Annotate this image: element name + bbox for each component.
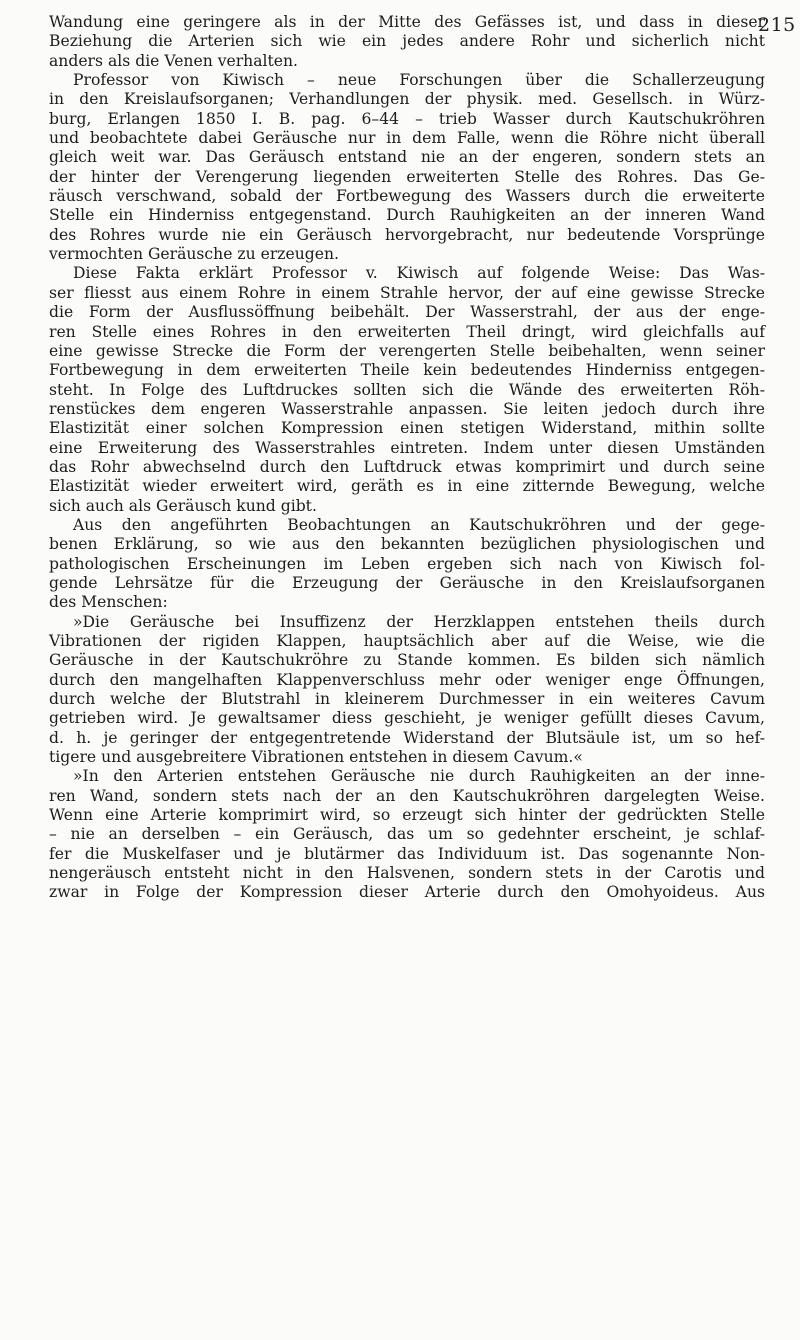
text-line: in den Kreislaufsorganen; Verhandlungen der physik. med. Gesellsch. in Würz- — [49, 90, 765, 109]
text-line: der hinter der Verengerung liegenden erweiterten Stelle des Rohres. Das Ge- — [49, 167, 765, 186]
text-line: gleich weit war. Das Geräusch entstand nie an der engeren, sondern stets an — [49, 148, 765, 167]
text-line: burg, Erlangen 1850 I. B. pag. 6–44 – trieb Wasser durch Kautschukröhren — [49, 109, 765, 128]
text-line: nengeräusch entsteht nicht in den Halsvenen, sondern stets in der Carotis und — [49, 864, 765, 883]
text-line: das Rohr abwechselnd durch den Luftdruck etwas komprimirt und durch seine — [49, 457, 765, 476]
text-line: des Menschen: — [49, 593, 168, 612]
text-line: Professor von Kiwisch – neue Forschungen über die Schallerzeugung — [73, 71, 765, 90]
text-line: Elastizität wieder erweitert wird, geräth es in eine zitternde Bewegung, welche — [49, 477, 765, 496]
text-line: ren Stelle eines Rohres in den erweiterten Theil dringt, wird gleichfalls auf — [49, 322, 765, 341]
text-line: ser fliesst aus einem Rohre in einem Strahle hervor, der auf eine gewisse Strecke — [49, 283, 765, 302]
text-line: eine Erweiterung des Wasserstrahles eintreten. Indem unter diesen Umständen — [49, 438, 765, 457]
text-line: Aus den angeführten Beobachtungen an Kautschukröhren und der gege- — [73, 515, 765, 534]
text-line: und beobachtete dabei Geräusche nur in dem Falle, wenn die Röhre nicht überall — [49, 129, 765, 148]
text-line: »In den Arterien entstehen Geräusche nie durch Rauhigkeiten an der inne- — [73, 767, 765, 786]
text-line: gende Lehrsätze für die Erzeugung der Geräusche in den Kreislaufsorganen — [49, 573, 765, 592]
text-line: eine gewisse Strecke die Form der verengerten Stelle beibehalten, wenn seiner — [49, 341, 765, 360]
text-line: Diese Fakta erklärt Professor v. Kiwisch auf folgende Weise: Das Was- — [73, 264, 765, 283]
text-line: zwar in Folge der Kompression dieser Arterie durch den Omohyoideus. Aus — [49, 883, 765, 902]
text-line: steht. In Folge des Luftdruckes sollten sich die Wände des erweiterten Röh- — [49, 380, 765, 399]
text-line: benen Erklärung, so wie aus den bekannten bezüglichen physiologischen und — [49, 535, 765, 554]
text-line: getrieben wird. Je gewaltsamer diess geschieht, je weniger gefüllt dieses Cavum, — [49, 709, 765, 728]
text-line: anders als die Venen verhalten. — [49, 51, 299, 70]
text-line: die Form der Ausflussöffnung beibehält. Der Wasserstrahl, der aus der enge- — [49, 303, 765, 322]
text-line: durch welche der Blutstrahl in kleinerem Durchmesser in ein weiteres Cavum — [49, 690, 765, 709]
text-line: Beziehung die Arterien sich wie ein jedes andere Rohr und sicherlich nicht — [49, 32, 765, 51]
page-number: 215 — [758, 14, 796, 36]
text-line: renstückes dem engeren Wasserstrahle anpassen. Sie leiten jedoch durch ihre — [49, 399, 765, 418]
text-line: fer die Muskelfaser und je blutärmer das Individuum ist. Das sogenannte Non- — [49, 844, 765, 863]
text-line: pathologischen Erscheinungen im Leben ergeben sich nach von Kiwisch fol- — [49, 554, 765, 573]
text-line: räusch verschwand, sobald der Fortbewegung des Wassers durch die erweiterte — [49, 187, 765, 206]
text-line: Vibrationen der rigiden Klappen, hauptsächlich aber auf die Weise, wie die — [49, 632, 765, 650]
text-line: Elastizität einer solchen Kompression einen stetigen Widerstand, mithin sollte — [49, 419, 765, 438]
text-line: tigere und ausgebreitere Vibrationen entstehen in diesem Cavum.« — [49, 748, 583, 767]
text-line: »Die Geräusche bei Insuffizenz der Herzklappen entstehen theils durch — [73, 612, 765, 631]
text-line: sich auch als Geräusch kund gibt. — [49, 496, 317, 515]
text-line: ren Wand, sondern stets nach der an den Kautschukröhren dargelegten Weise. — [49, 786, 765, 805]
text-line: d. h. je geringer der entgegentretende Widerstand der Blutsäule ist, um so hef- — [49, 728, 765, 747]
text-line: vermochten Geräusche zu erzeugen. — [49, 245, 339, 264]
text-line: Wandung eine geringere als in der Mitte des Gefässes ist, und dass in dieser — [49, 13, 765, 31]
text-line: Stelle ein Hinderniss entgegenstand. Durch Rauhigkeiten an der inneren Wand — [49, 206, 765, 225]
text-line: Geräusche in der Kautschukröhre zu Stande kommen. Es bilden sich nämlich — [49, 651, 765, 670]
text-line: des Rohres wurde nie ein Geräusch hervorgebracht, nur bedeutende Vorsprünge — [49, 225, 765, 244]
text-line: Fortbewegung in dem erweiterten Theile kein bedeutendes Hinderniss entgegen- — [49, 361, 765, 380]
text-line: Wenn eine Arterie komprimirt wird, so erzeugt sich hinter der gedrückten Stelle — [49, 806, 765, 825]
text-line: durch den mangelhaften Klappenverschluss mehr oder weniger enge Öffnungen, — [49, 670, 765, 689]
body-text — [49, 13, 765, 903]
text-line: – nie an derselben – ein Geräusch, das um so gedehnter erscheint, je schlaf- — [49, 825, 765, 844]
